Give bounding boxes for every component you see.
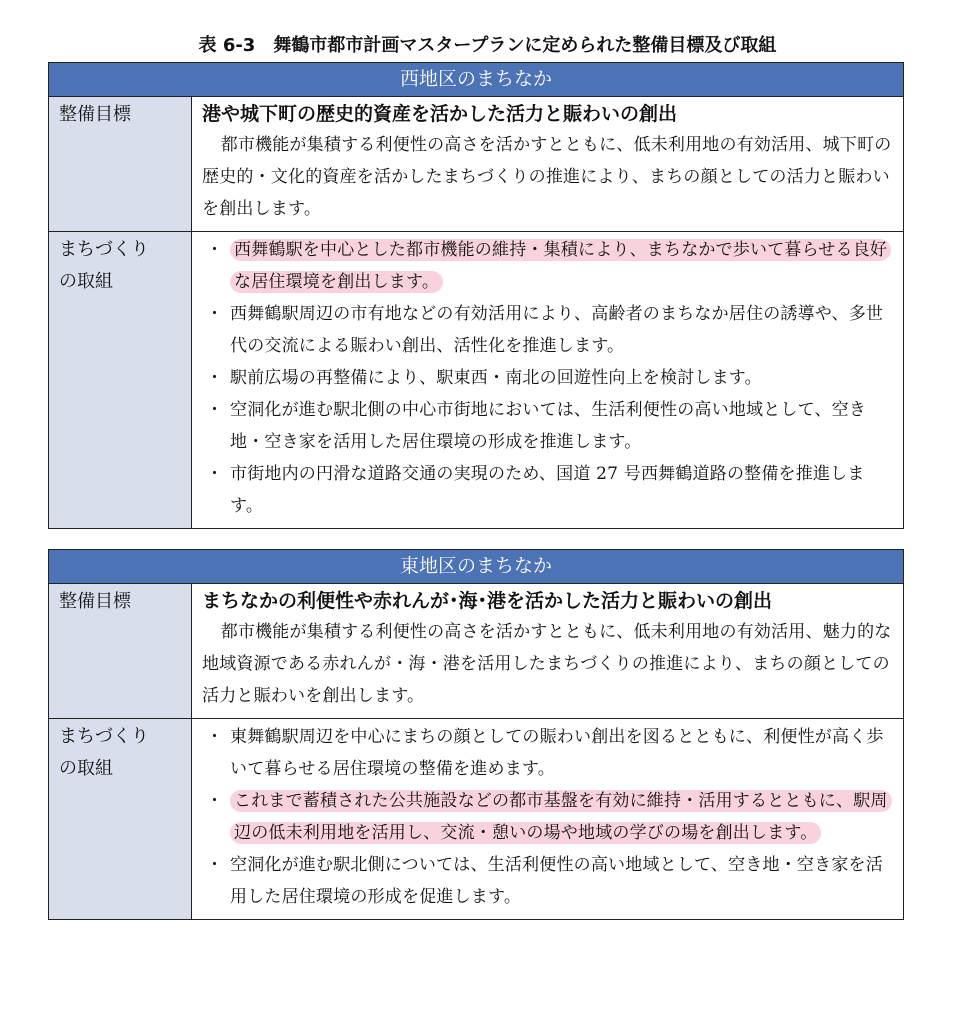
actions-content	[192, 719, 904, 920]
goal-row	[49, 97, 904, 232]
actions-row	[49, 232, 904, 529]
list-item	[202, 234, 893, 298]
list-item	[202, 458, 893, 522]
actions-list	[202, 234, 893, 522]
action-text: 空洞化が進む駅北側の中心市街地においては、生活利便性の高い地域として、空き地・空き家を活用した居住環境の形成を推進します。	[230, 400, 867, 452]
action-text: 空洞化が進む駅北側については、生活利便性の高い地域として、空き地・空き家を活用した居住環境の形成を促進します。	[230, 855, 883, 907]
actions-list	[202, 721, 893, 913]
goal-content	[192, 97, 904, 232]
actions-content	[192, 232, 904, 529]
bullet-icon: ・	[206, 304, 224, 324]
list-item	[202, 721, 893, 785]
table-caption: 表 6-3 舞鶴市都市計画マスタープランに定められた整備目標及び取組	[198, 35, 777, 56]
action-text: 西舞鶴駅周辺の市有地などの有効活用により、高齢者のまちなか居住の誘導や、多世代の交流による賑わい創出、活性化を推進します。	[230, 304, 884, 356]
area-title-header: 東地区のまちなか	[49, 550, 904, 584]
bullet-icon: ・	[206, 368, 224, 388]
highlighted-action-text: これまで蓄積された公共施設などの都市基盤を有効に維持・活用するとともに、駅周辺の低未利用地を活用し、交流・憩いの場や地域の学びの場を創出します。	[230, 790, 892, 844]
bullet-icon: ・	[206, 791, 224, 811]
action-text: 駅前広場の再整備により、駅東西・南北の回遊性向上を検討します。	[230, 368, 762, 388]
bullet-icon: ・	[206, 727, 224, 747]
list-item	[202, 785, 893, 849]
highlighted-action-text: 西舞鶴駅を中心とした都市機能の維持・集積により、まちなかで歩いて暮らせる良好な居住環境を創出します。	[230, 239, 891, 293]
area-title-header: 西地区のまちなか	[49, 63, 904, 97]
goal-label: 整備目標	[49, 584, 192, 719]
action-text: 東舞鶴駅周辺を中心にまちの顔としての賑わい創出を図るとともに、利便性が高く歩いて暮らせる居住環境の整備を進めます。	[230, 727, 884, 779]
list-item	[202, 394, 893, 458]
bullet-icon: ・	[206, 855, 224, 875]
goal-title: まちなかの利便性や赤れんが･海･港を活かした活力と賑わいの創出	[202, 590, 773, 612]
actions-label: まちづくりの取組	[49, 232, 192, 529]
goal-description: 都市機能が集積する利便性の高さを活かすとともに、低未利用地の有効活用、魅力的な地域資源である赤れんが・海・港を活用したまちづくりの推進により、まちの顔としての活力と賑わいを創出します。	[202, 622, 892, 706]
goal-content	[192, 584, 904, 719]
actions-label: まちづくりの取組	[49, 719, 192, 920]
goal-title: 港や城下町の歴史的資産を活かした活力と賑わいの創出	[202, 103, 678, 125]
list-item	[202, 298, 893, 362]
goal-label: 整備目標	[49, 97, 192, 232]
list-item	[202, 849, 893, 913]
actions-row	[49, 719, 904, 920]
east-district-table	[48, 549, 904, 920]
action-text: 市街地内の円滑な道路交通の実現のため、国道 27 号西舞鶴道路の整備を推進します。	[230, 464, 865, 516]
goal-row	[49, 584, 904, 719]
bullet-icon: ・	[206, 400, 224, 420]
west-district-table	[48, 62, 904, 529]
goal-description: 都市機能が集積する利便性の高さを活かすとともに、低未利用地の有効活用、城下町の歴史的・文化的資産を活かしたまちづくりの推進により、まちの顔としての活力と賑わいを創出します。	[202, 135, 892, 219]
list-item	[202, 362, 893, 394]
bullet-icon: ・	[206, 240, 224, 260]
bullet-icon: ・	[206, 464, 224, 484]
